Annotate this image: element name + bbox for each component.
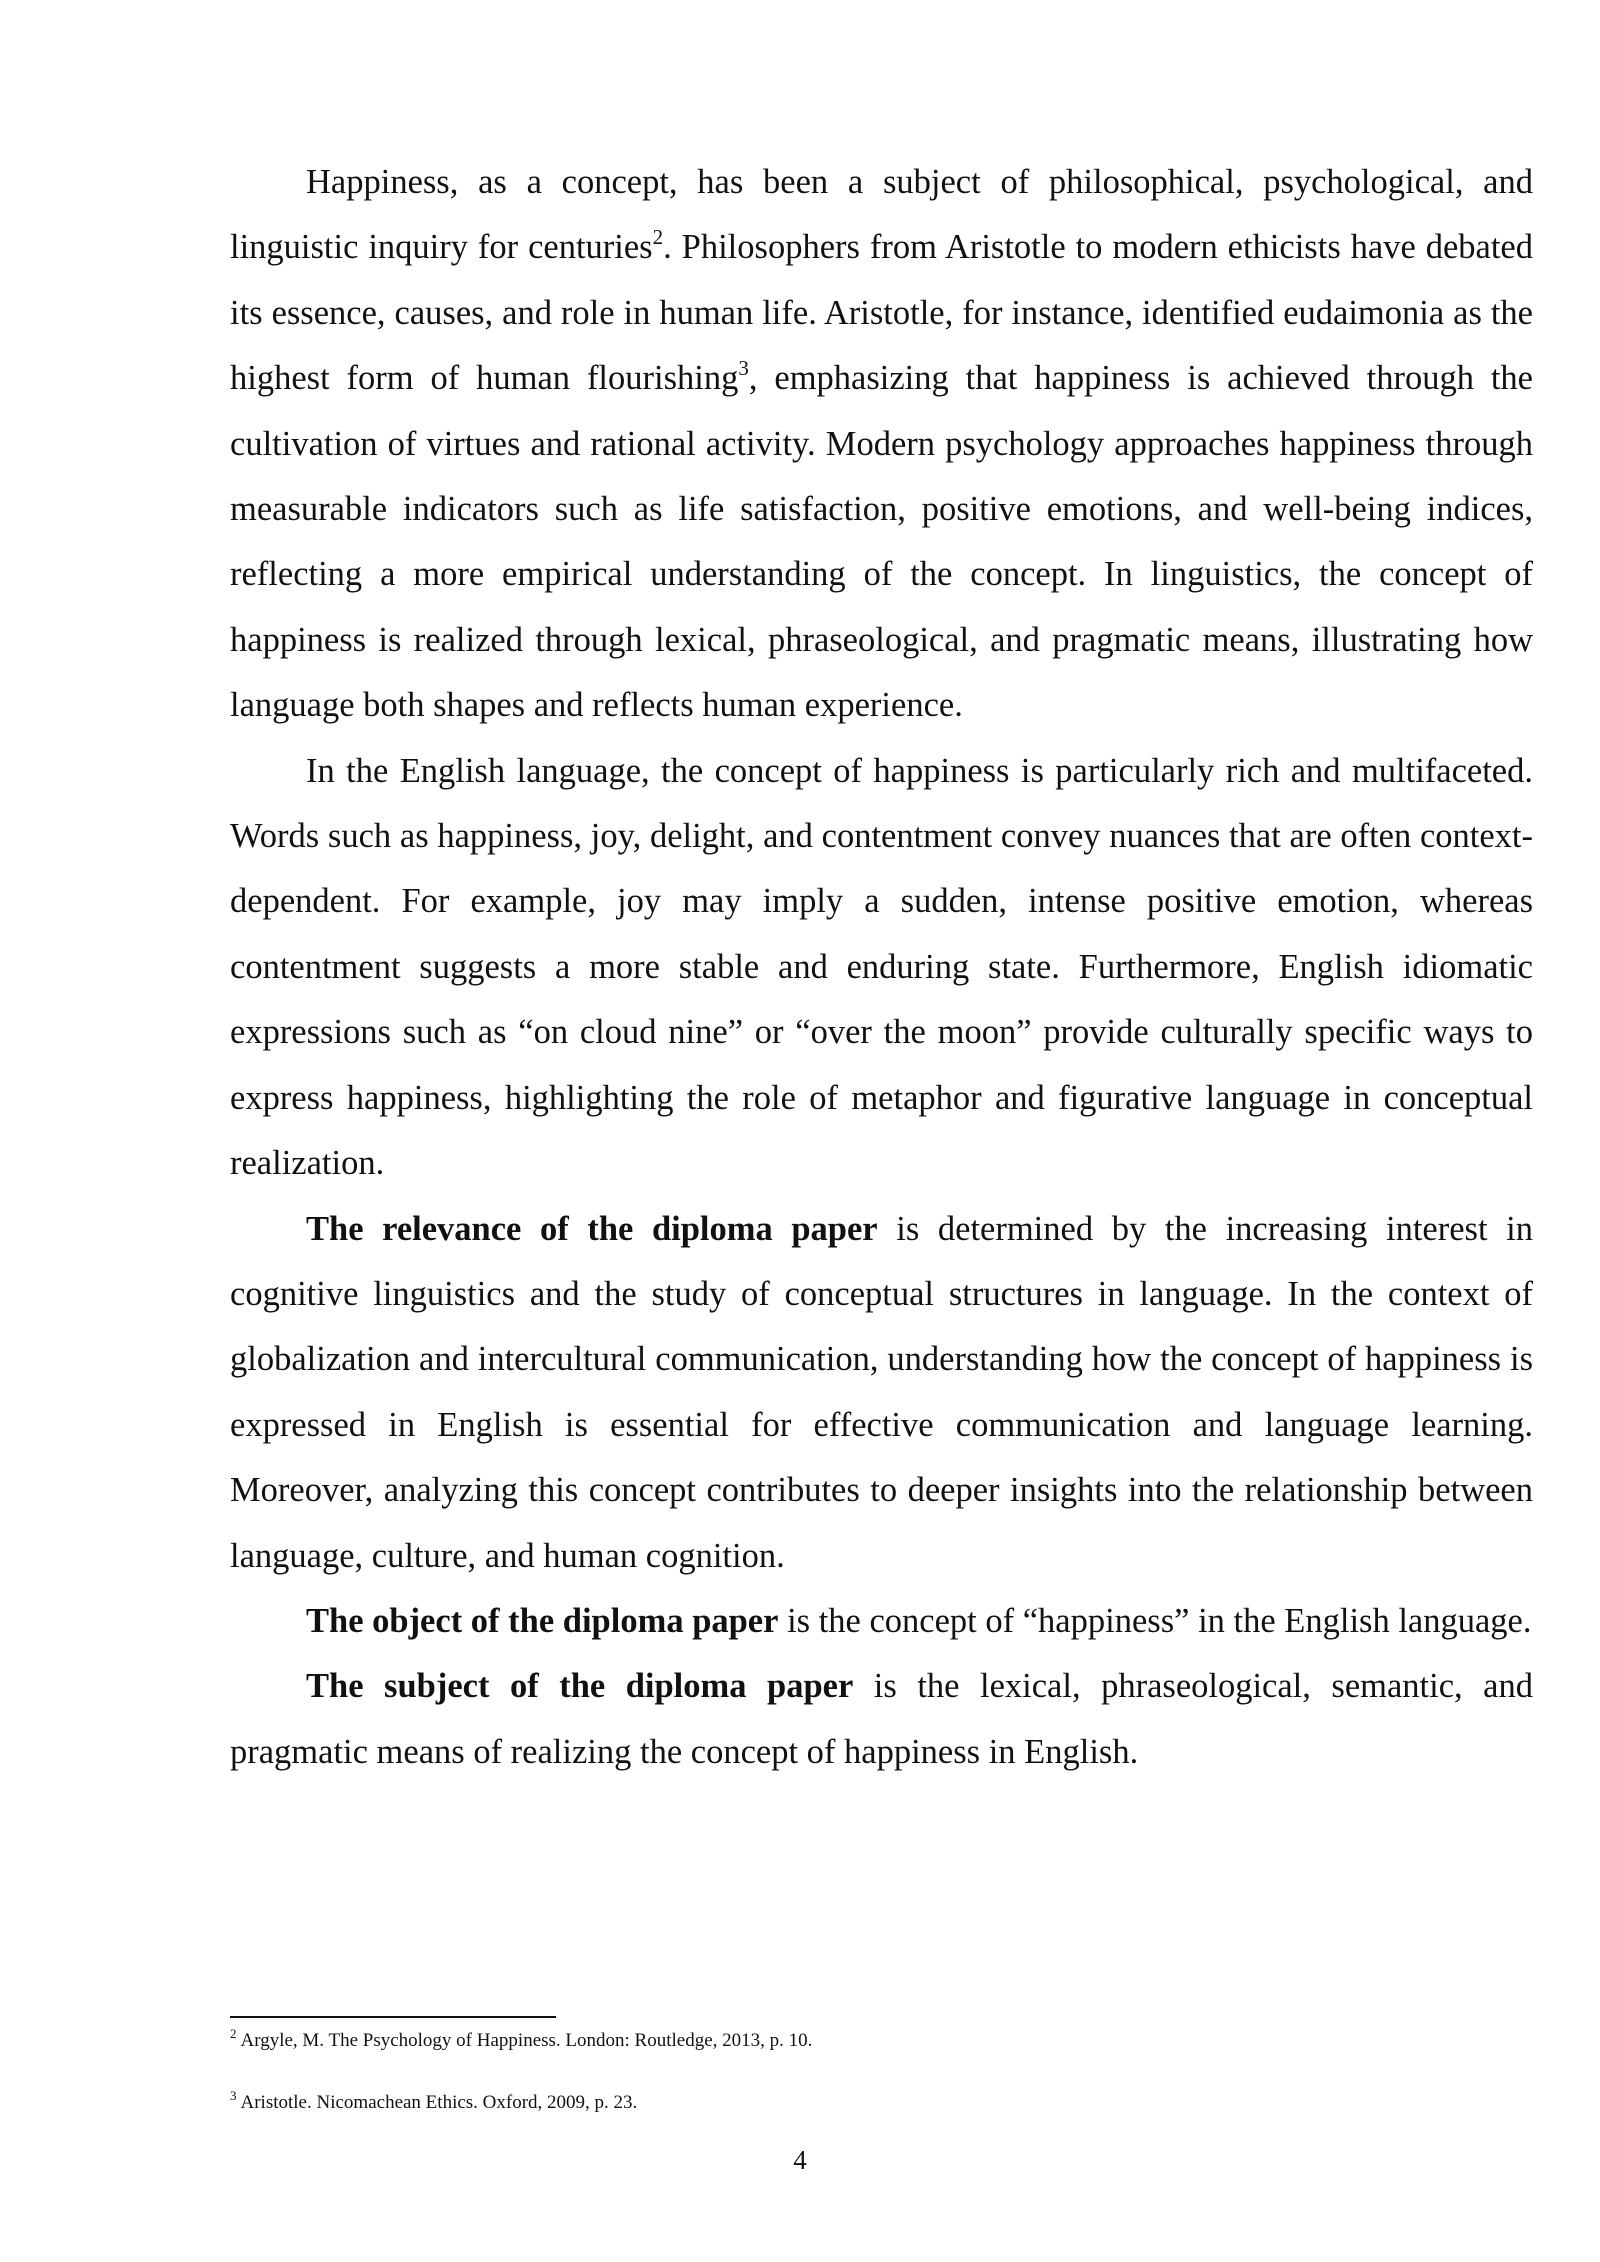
footnote-number: 3 [230, 2088, 237, 2103]
paragraph-text: Happiness, as a concept, has been a subject of philosophical, psychological, and linguistic inquiry for centuries [230, 163, 1533, 267]
paragraph-text: is the lexical, phraseological, semantic, and pragmatic means of realizing the concept of happiness in English. [230, 1667, 1533, 1771]
body-text [230, 150, 1533, 1785]
footnote-text: Aristotle. Nicomachean Ethics. Oxford, 2009, p. 23. [240, 2092, 638, 2113]
paragraph-text: , emphasizing that happiness is achieved through the cultivation of virtues and rational activity. Modern psychology approaches happiness through measurable indicators such as life satisfaction, positive emotions, and well-being indices, reflecting a more empirical understanding of the concept. In linguistics, the concept of happiness is realized through lexical, phraseological, and pragmatic means, illustrating how language both shapes and reflects human experience. [230, 359, 1533, 725]
page-number: 4 [793, 2145, 807, 2175]
object-heading: The object of the diploma paper [306, 1601, 779, 1640]
paragraph-text: In the English language, the concept of happiness is particularly rich and multifaceted. Words such as happiness, joy, delight, and contentment convey nuances that are often context-dependent. For example, joy may imply a sudden, intense positive emotion, whereas contentment suggests a more stable and enduring state. Furthermore, English idiomatic expressions such as “on cloud nine” or “over the moon” provide culturally specific ways to express happiness, highlighting the role of metaphor and figurative language in conceptual realization. [230, 751, 1533, 1183]
paragraph-text: is determined by the increasing interest in cognitive linguistics and the study of conceptual structures in language. In the context of globalization and intercultural communication, understanding how the concept of happiness is expressed in English is essential for effective communication and language learning. Moreover, analyzing this concept contributes to deeper insights into the relationship between language, culture, and human cognition. [230, 1209, 1533, 1575]
paragraph-object [230, 1589, 1533, 1654]
paragraph-relevance [230, 1197, 1533, 1589]
paragraph-text: . Philosophers from Aristotle to modern ethicists have debated its essence, causes, and role in human life. Aristotle, for instance, identified eudaimonia as the highest form of human flourishing [230, 228, 1533, 398]
footnote-text: Argyle, M. The Psychology of Happiness. London: Routledge, 2013, p. 10. [240, 2030, 813, 2051]
footnote-reference-2[interactable]: 2 [652, 225, 664, 250]
paragraph-english-language [230, 739, 1533, 1197]
footnote-separator [230, 2016, 556, 2018]
footnote-2 [230, 2026, 813, 2054]
paragraph-introduction [230, 150, 1533, 739]
subject-heading: The subject of the diploma paper [306, 1667, 854, 1706]
footnote-reference-3[interactable]: 3 [738, 356, 749, 381]
paragraph-text: is the concept of “happiness” in the English language. [778, 1601, 1532, 1640]
relevance-heading: The relevance of the diploma paper [306, 1209, 878, 1248]
footnote-number: 2 [230, 2026, 237, 2041]
footnote-3 [230, 2088, 638, 2116]
paragraph-subject [230, 1654, 1533, 1785]
